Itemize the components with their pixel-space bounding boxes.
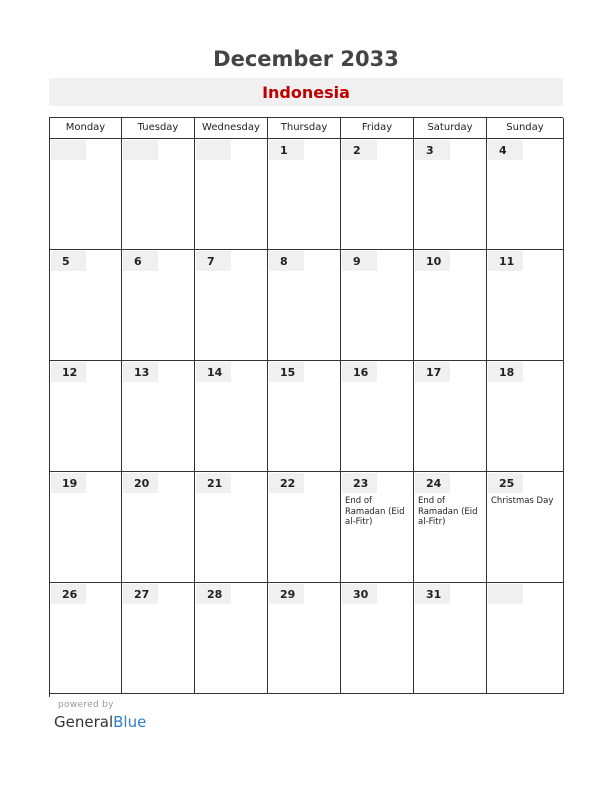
day-number-box: [123, 362, 158, 382]
day-number-box: [196, 140, 231, 160]
day-number-box: [342, 140, 377, 160]
day-number: 15: [280, 366, 296, 379]
day-number-box: [342, 362, 377, 382]
day-number-box: [269, 473, 304, 493]
day-cell: [341, 472, 414, 583]
day-number: 25: [499, 477, 515, 490]
day-number-box: [196, 362, 231, 382]
day-number-box: [269, 362, 304, 382]
day-number-box: [123, 584, 158, 604]
holiday-list: [491, 496, 561, 507]
day-number: 2: [353, 144, 361, 157]
weekday-header: Tuesday: [122, 118, 195, 139]
day-number: 28: [207, 588, 223, 601]
day-number-box: [415, 584, 450, 604]
day-cell: [195, 472, 268, 583]
day-number: 7: [207, 255, 215, 268]
day-cell: [50, 583, 122, 694]
day-cell: [487, 472, 564, 583]
day-cell: [50, 139, 122, 250]
day-number: 19: [62, 477, 78, 490]
brand-name-part2: Blue: [113, 713, 147, 731]
day-number-box: [269, 140, 304, 160]
day-cell: [268, 250, 341, 361]
powered-by-text: powered by: [58, 700, 114, 710]
holiday-list: [345, 496, 411, 528]
day-cell: [50, 250, 122, 361]
day-cell: [195, 250, 268, 361]
day-number-box: [196, 473, 231, 493]
day-number: 11: [499, 255, 515, 268]
day-number: 29: [280, 588, 296, 601]
holiday-label: Christmas Day: [491, 496, 554, 506]
day-cell: [341, 361, 414, 472]
day-number-box: [51, 584, 86, 604]
day-cell: [195, 361, 268, 472]
brand-logo[interactable]: [54, 713, 146, 731]
day-number-box: [51, 251, 86, 271]
day-number-box: [488, 584, 523, 604]
day-cell: [414, 583, 487, 694]
day-number: 30: [353, 588, 369, 601]
day-cell: [414, 361, 487, 472]
day-number-box: [196, 584, 231, 604]
day-number-box: [415, 362, 450, 382]
day-cell: [341, 139, 414, 250]
day-cell: [268, 472, 341, 583]
day-number: 18: [499, 366, 515, 379]
day-cell: [268, 583, 341, 694]
day-number: 5: [62, 255, 70, 268]
holiday-label: End of Ramadan (Eid al-Fitr): [345, 496, 405, 527]
day-cell: [122, 139, 195, 250]
weekday-header: Friday: [341, 118, 414, 139]
day-cell: [122, 583, 195, 694]
day-number: 10: [426, 255, 442, 268]
day-number-box: [269, 251, 304, 271]
day-number: 26: [62, 588, 78, 601]
weekday-header: Thursday: [268, 118, 341, 139]
day-cell: [487, 139, 564, 250]
day-number: 21: [207, 477, 223, 490]
day-cell: [122, 361, 195, 472]
day-cell: [414, 139, 487, 250]
day-number-box: [123, 140, 158, 160]
day-number-box: [51, 140, 86, 160]
day-number-box: [488, 362, 523, 382]
day-cell: [341, 583, 414, 694]
day-number-box: [342, 584, 377, 604]
brand-name-part1: General: [54, 713, 114, 731]
day-number: 23: [353, 477, 369, 490]
day-cell: [50, 361, 122, 472]
day-number-box: [415, 140, 450, 160]
day-cell: [50, 472, 122, 583]
day-number-box: [196, 251, 231, 271]
day-number: 24: [426, 477, 442, 490]
day-number-box: [488, 473, 523, 493]
day-number: 14: [207, 366, 223, 379]
day-cell: [487, 361, 564, 472]
holiday-label: End of Ramadan (Eid al-Fitr): [418, 496, 478, 527]
day-number-box: [269, 584, 304, 604]
day-cell: [195, 139, 268, 250]
day-number: 31: [426, 588, 442, 601]
day-cell: [487, 583, 564, 694]
day-number: 6: [134, 255, 142, 268]
calendar-grid: [49, 117, 563, 697]
day-number: 27: [134, 588, 150, 601]
weekday-header: Monday: [50, 118, 122, 139]
calendar-title: December 2033: [213, 47, 399, 71]
day-number: 9: [353, 255, 361, 268]
day-cell: [268, 361, 341, 472]
day-cell: [487, 250, 564, 361]
country-name: Indonesia: [262, 83, 350, 102]
weekday-header: Saturday: [414, 118, 487, 139]
day-number-box: [415, 251, 450, 271]
weekday-header: Sunday: [487, 118, 564, 139]
day-number: 13: [134, 366, 150, 379]
day-number: 12: [62, 366, 78, 379]
holiday-list: [418, 496, 484, 528]
day-cell: [268, 139, 341, 250]
day-number-box: [51, 473, 86, 493]
day-number: 16: [353, 366, 369, 379]
day-cell: [122, 250, 195, 361]
day-number-box: [488, 140, 523, 160]
day-number: 17: [426, 366, 442, 379]
day-number-box: [415, 473, 450, 493]
day-cell: [341, 250, 414, 361]
day-number-box: [342, 251, 377, 271]
calendar: [49, 117, 563, 697]
day-number-box: [51, 362, 86, 382]
day-number: 1: [280, 144, 288, 157]
day-number: 8: [280, 255, 288, 268]
day-number: 4: [499, 144, 507, 157]
day-number: 3: [426, 144, 434, 157]
country-banner: [49, 78, 563, 106]
day-cell: [414, 250, 487, 361]
day-number-box: [488, 251, 523, 271]
day-cell: [122, 472, 195, 583]
day-cell: [414, 472, 487, 583]
weekday-header: Wednesday: [195, 118, 268, 139]
day-number-box: [123, 251, 158, 271]
day-number: 20: [134, 477, 150, 490]
day-number-box: [123, 473, 158, 493]
day-number-box: [342, 473, 377, 493]
day-number: 22: [280, 477, 296, 490]
day-cell: [195, 583, 268, 694]
